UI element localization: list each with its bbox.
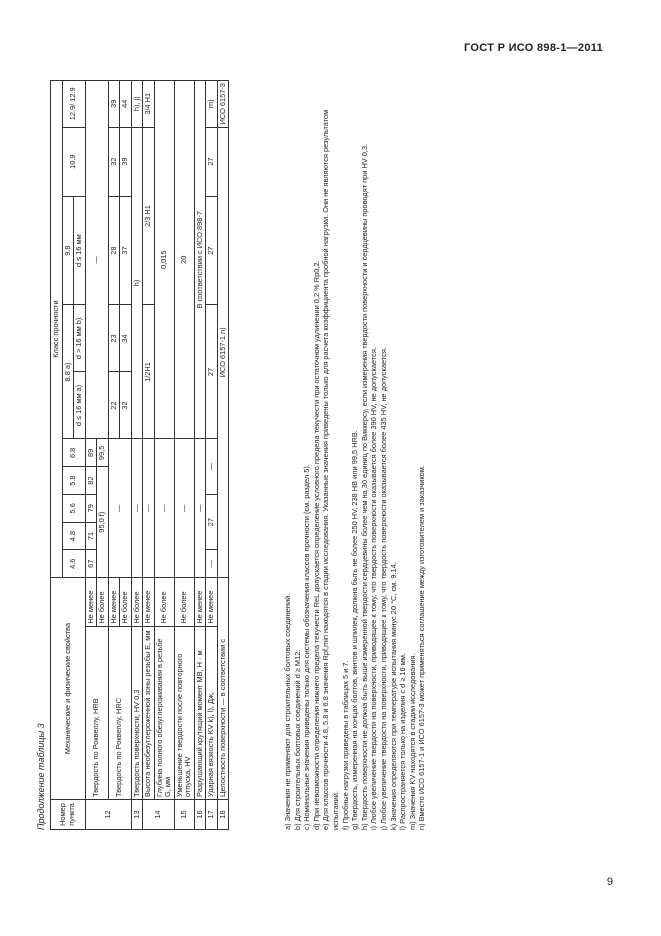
table-footnotes bbox=[283, 80, 427, 830]
footnote: i) Любое увеличение твердости на поверхности, приводящее к тому, что твердость поверхности оказывается более 390 HV, не допускается. bbox=[369, 347, 379, 830]
class-5.6: 5.6 bbox=[62, 494, 85, 522]
page-header: ГОСТ Р ИСО 898-1—2011 bbox=[464, 42, 603, 54]
surface-hardness-label: Твердость поверхности, HV 0,3 bbox=[131, 626, 143, 799]
value-cell: 95,0 f) bbox=[97, 467, 109, 578]
header-strength-class: Класс прочности bbox=[51, 81, 63, 578]
value-cell: — bbox=[206, 439, 218, 494]
class-10.9: 10.9 bbox=[62, 127, 85, 196]
value-cell: 32 bbox=[120, 372, 132, 439]
limit-min: Не менее bbox=[85, 578, 97, 627]
value-cell: 99,5 bbox=[97, 439, 109, 467]
class-12.9: 12.9/ 12.9 bbox=[62, 81, 85, 128]
value-cell: 27 bbox=[206, 196, 218, 305]
item-14: 14 bbox=[143, 799, 175, 829]
value-cell: 2/3 H1 bbox=[143, 127, 155, 305]
item-18: 18 bbox=[217, 799, 229, 829]
footnote: k) Значения определяются при температуре испытания минус 20 °С, см. 9.14. bbox=[388, 562, 398, 830]
header-properties: Механические и физические свойства bbox=[51, 578, 86, 800]
value-cell: 89 bbox=[85, 439, 97, 467]
hrb-label: Твердость по Роквеллу, HRB bbox=[85, 626, 108, 799]
value-cell: 82 bbox=[85, 467, 97, 495]
item-16: 16 bbox=[194, 799, 206, 829]
footnote: e) Для классов прочности 4.8, 5.8 и 6.8 значения Rpf,min находятся в стадии исследования. Указанные значения приведены только для расчета коэффициента пробной нагрузки. Они не являются результатом испытаний. bbox=[321, 109, 340, 830]
value-cell: m) bbox=[206, 81, 218, 128]
value-cell: h), j) bbox=[131, 81, 143, 128]
footnote: f) Пробные нагрузки приведены в таблицах 5 и 7. bbox=[340, 660, 350, 830]
value-cell: 23 bbox=[108, 305, 120, 372]
value-cell: ИСО 6157-1 n) bbox=[217, 127, 229, 578]
class-9.8-small: d ≤ 16 мм bbox=[74, 196, 86, 305]
rotated-table-page bbox=[36, 80, 576, 830]
value-cell: 20 bbox=[174, 81, 194, 440]
value-cell: 32 bbox=[108, 127, 120, 196]
value-cell: — bbox=[131, 439, 143, 578]
header-item-number: Номер пункта bbox=[51, 799, 86, 829]
footnote: b) Для строительных болтовых соединений d ≥ M12. bbox=[292, 649, 302, 830]
value-cell: ИСО 6157-3 bbox=[217, 81, 229, 128]
class-8.8-large: d > 16 мм b) bbox=[74, 305, 86, 372]
hrc-label: Твердость по Роквеллу, HRC bbox=[108, 626, 131, 799]
limit-max: Не более bbox=[154, 578, 174, 627]
value-cell: 1/2H1 bbox=[143, 305, 155, 439]
value-cell: — bbox=[85, 81, 108, 440]
tempering-label: Уменьшение твердости после повторного отпуска, HV bbox=[174, 626, 194, 799]
value-cell: В соответствии с ИСО 898-7 bbox=[194, 81, 206, 440]
limit-min: Не менее bbox=[108, 578, 120, 627]
footnote: n) Вместо ИСО 6157-1 и ИСО 6157-3 может применяться соглашение между изготовителем и заказчиком. bbox=[417, 465, 427, 830]
table-continuation-caption: Продолжение таблицы 3 bbox=[36, 723, 46, 830]
item-12: 12 bbox=[85, 799, 131, 829]
value-cell: — bbox=[143, 439, 155, 578]
class-6.8: 6.8 bbox=[62, 439, 85, 467]
value-cell: 67 bbox=[85, 550, 97, 578]
limit-min: Не менее bbox=[194, 578, 206, 627]
class-4.6: 4.6 bbox=[62, 550, 85, 578]
mechanical-properties-table bbox=[50, 80, 229, 830]
decarb-height-label: Высота необезуглероженной зоны резьбы E, мм bbox=[143, 626, 155, 799]
value-cell: — bbox=[174, 439, 194, 578]
value-cell: 39 bbox=[108, 81, 120, 128]
value-cell: h) bbox=[131, 127, 143, 439]
class-9.8: 9.8 bbox=[62, 196, 74, 305]
value-cell: 34 bbox=[120, 305, 132, 372]
limit-min: Не менее bbox=[206, 578, 218, 627]
footnote: c) Номинальные значения приведены только для системы обозначения классов прочности (см. раздел 5). bbox=[302, 464, 312, 830]
limit-max: Не более bbox=[174, 578, 194, 627]
footnote: m) Значения KV находятся в стадии исследования. bbox=[407, 653, 417, 830]
footnote: d) При невозможности определения нижнего предела текучести ReL допускается определение условного предела текучести при остаточном удлинении 0,2 % Rp0,2. bbox=[311, 260, 321, 830]
footnote: g) Твердость, измеренная на концах болтов, винтов и шпилек, должна быть не более 250 HV, 238 HB или 99,5 HRB. bbox=[350, 430, 360, 830]
class-5.8: 5.8 bbox=[62, 467, 85, 495]
item-13: 13 bbox=[131, 799, 143, 829]
class-4.8: 4.8 bbox=[62, 522, 85, 550]
value-cell: 3/4 H1 bbox=[143, 81, 155, 128]
limit-max: Не более bbox=[120, 578, 132, 627]
torque-label: Разрушающий крутящий момент MB, Н · м bbox=[194, 626, 206, 799]
value-cell: 44 bbox=[120, 81, 132, 128]
value-cell: 39 bbox=[120, 127, 132, 196]
value-cell: 27 bbox=[206, 305, 218, 439]
item-15: 15 bbox=[174, 799, 194, 829]
limit-max: Не более bbox=[97, 578, 109, 627]
item-17: 17 bbox=[206, 799, 218, 829]
value-cell: 22 bbox=[108, 372, 120, 439]
footnote: a) Значения не применяют для строительных болтовых соединений. bbox=[283, 593, 292, 830]
limit-max: Не более bbox=[131, 578, 143, 627]
value-cell: — bbox=[194, 439, 206, 578]
value-cell: 28 bbox=[108, 196, 120, 305]
value-cell: 0,015 bbox=[154, 81, 174, 440]
value-cell: — bbox=[154, 439, 174, 578]
value-cell: 79 bbox=[85, 494, 97, 522]
class-8.8-small: d ≤ 16 мм a) bbox=[74, 372, 86, 439]
class-8.8: 8.8 a) bbox=[62, 305, 74, 439]
value-cell: 37 bbox=[120, 196, 132, 305]
value-cell: — bbox=[206, 550, 218, 578]
footnote: h) Твердость поверхности не должна быть выше измеренной твердости сердцевины более чем на 30 единиц по Виккерсу, если измерения твердости поверхности и сердцевины проводят при HV 0,3. bbox=[359, 143, 369, 830]
page-number: 9 bbox=[606, 876, 613, 888]
value-cell: — bbox=[108, 439, 131, 578]
value-cell: 71 bbox=[85, 522, 97, 550]
decarb-depth-label: Глубина полного обезуглероживания в резьбе G, мм bbox=[154, 626, 174, 799]
footnote: j) Любое увеличение твердости на поверхности, приводящее к тому, что твердость поверхности оказывается более 435 HV, не допускается. bbox=[378, 347, 388, 830]
surface-integrity-label: Целостность поверхности — в соответствии с bbox=[217, 578, 229, 800]
impact-label: Ударная вязкость KV k), l), Дж, bbox=[206, 626, 218, 799]
value-cell: 27 bbox=[206, 127, 218, 196]
value-cell: 27 bbox=[206, 494, 218, 549]
limit-min: Не менее bbox=[143, 578, 155, 627]
footnote: l) Распространяется только на изделия с d ≥ 16 мм. bbox=[398, 653, 408, 830]
